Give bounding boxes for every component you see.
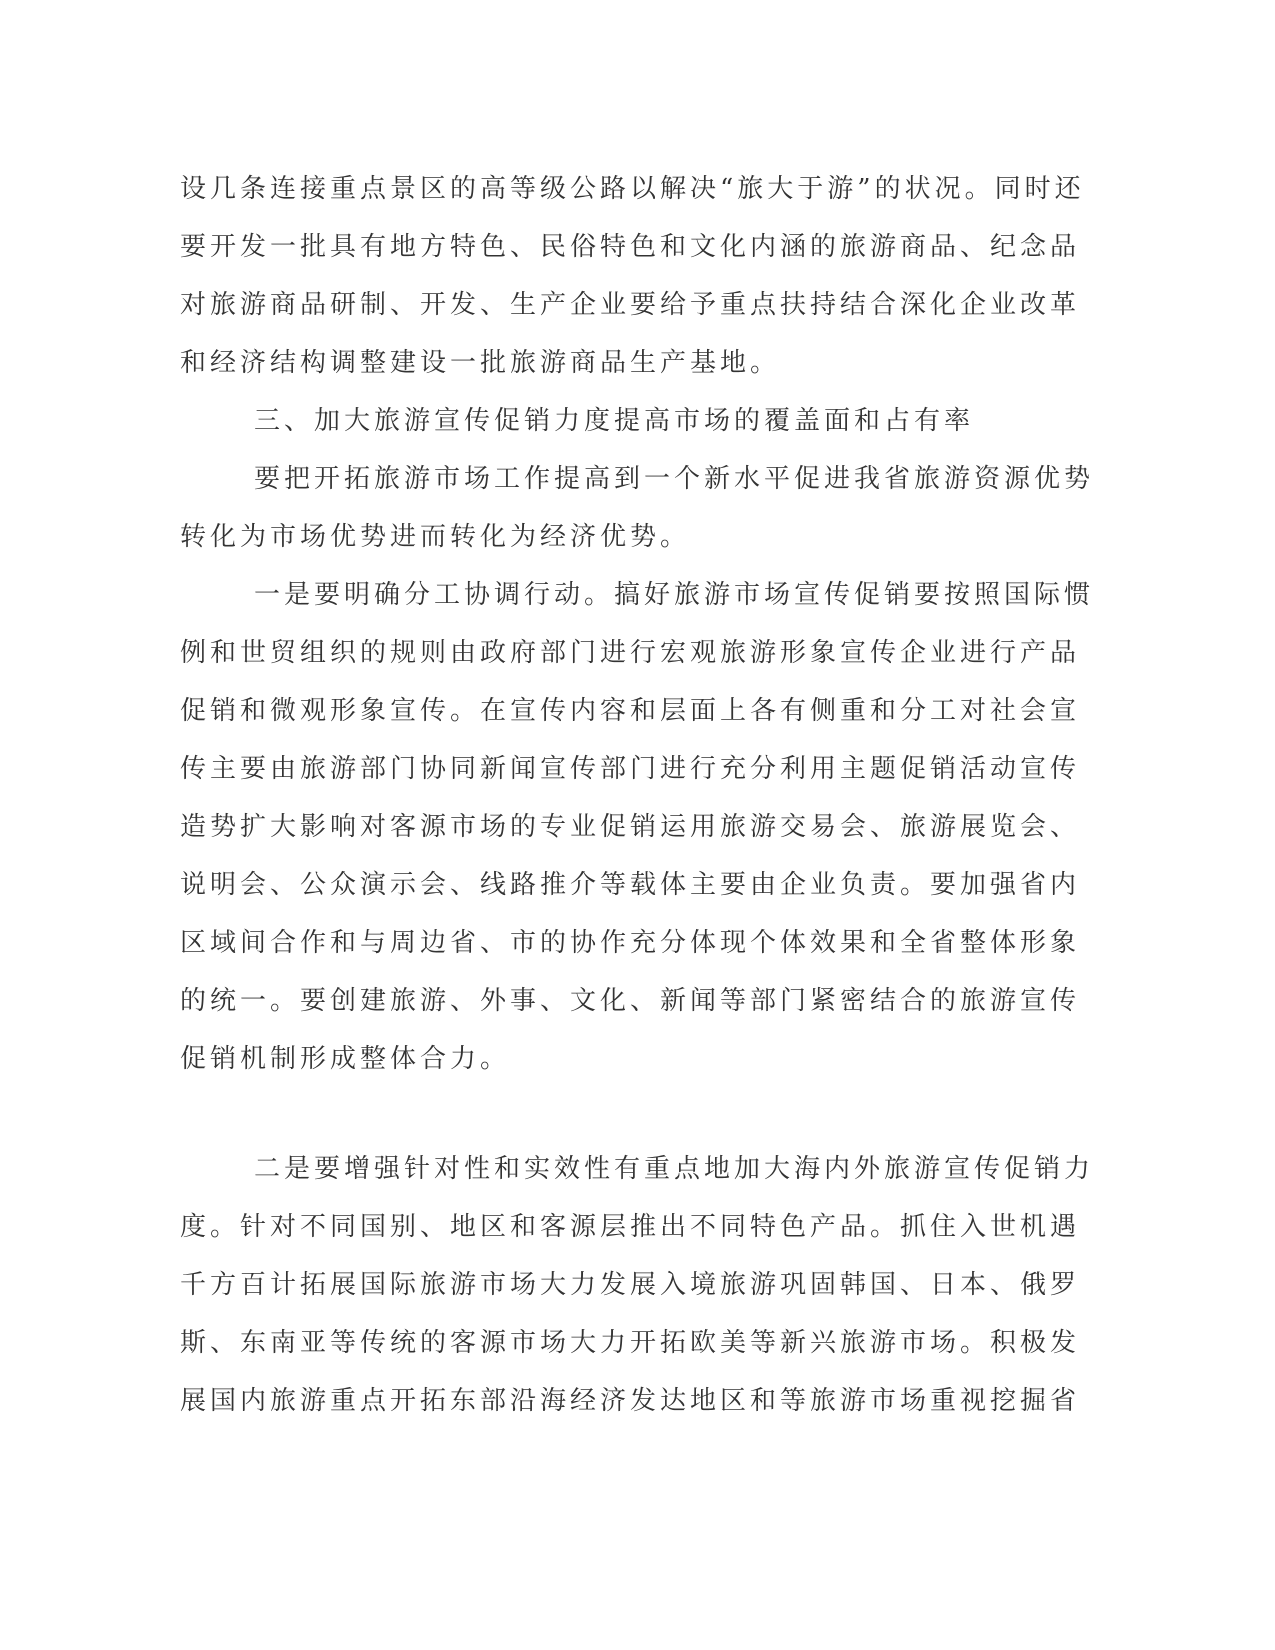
body-text xyxy=(180,160,1095,1430)
text-line: 造势扩大影响对客源市场的专业促销运用旅游交易会、旅游展览会、 xyxy=(180,812,1081,842)
section-heading: 三、加大旅游宣传促销力度提高市场的覆盖面和占有率 xyxy=(254,406,975,436)
text-line: 千方百计拓展国际旅游市场大力发展入境旅游巩固韩国、日本、俄罗 xyxy=(180,1270,1081,1300)
text-line: 展国内旅游重点开拓东部沿海经济发达地区和等旅游市场重视挖掘省 xyxy=(180,1386,1081,1416)
text-line: 促销和微观形象宣传。在宣传内容和层面上各有侧重和分工对社会宣 xyxy=(180,696,1081,726)
text-line: 促销机制形成整体合力。 xyxy=(180,1044,511,1074)
text-line: 二是要增强针对性和实效性有重点地加大海内外旅游宣传促销力 xyxy=(254,1154,1095,1184)
text-line: 度。针对不同国别、地区和客源层推出不同特色产品。抓住入世机遇 xyxy=(180,1212,1081,1242)
text-line: 说明会、公众演示会、线路推介等载体主要由企业负责。要加强省内 xyxy=(180,870,1081,900)
paragraph-spacer xyxy=(180,1088,1060,1140)
text-line: 设几条连接重点景区的高等级公路以解决“旅大于游”的状况。同时还 xyxy=(180,174,1085,204)
text-line: 一是要明确分工协调行动。搞好旅游市场宣传促销要按照国际惯 xyxy=(254,580,1095,610)
text-line: 斯、东南亚等传统的客源市场大力开拓欧美等新兴旅游市场。积极发 xyxy=(180,1328,1081,1358)
text-line: 对旅游商品研制、开发、生产企业要给予重点扶持结合深化企业改革 xyxy=(180,290,1081,320)
text-line: 转化为市场优势进而转化为经济优势。 xyxy=(180,522,691,552)
text-line: 传主要由旅游部门协同新闻宣传部门进行充分利用主题促销活动宣传 xyxy=(180,754,1081,784)
text-line: 要把开拓旅游市场工作提高到一个新水平促进我省旅游资源优势 xyxy=(254,464,1095,494)
text-line: 的统一。要创建旅游、外事、文化、新闻等部门紧密结合的旅游宣传 xyxy=(180,986,1081,1016)
text-line: 例和世贸组织的规则由政府部门进行宏观旅游形象宣传企业进行产品 xyxy=(180,638,1081,668)
text-line: 和经济结构调整建设一批旅游商品生产基地。 xyxy=(180,348,781,378)
text-line: 要开发一批具有地方特色、民俗特色和文化内涵的旅游商品、纪念品 xyxy=(180,232,1081,262)
text-line: 区域间合作和与周边省、市的协作充分体现个体效果和全省整体形象 xyxy=(180,928,1081,958)
